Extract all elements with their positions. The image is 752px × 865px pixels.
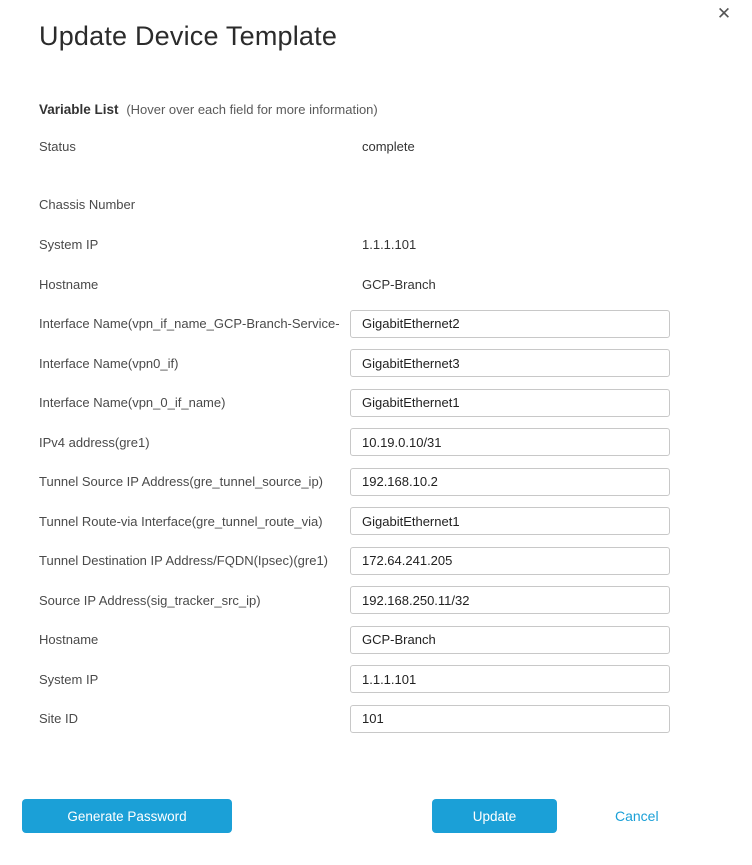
status-label: Status <box>39 138 76 154</box>
ipv4-address-gre1-label: IPv4 address(gre1) <box>39 434 150 450</box>
system-ip-input[interactable] <box>350 665 670 693</box>
row-system-ip-input <box>39 660 670 700</box>
variable-rows <box>39 126 670 739</box>
variable-list-hint: (Hover over each field for more information) <box>126 102 378 117</box>
row-spacer <box>39 166 670 184</box>
chassis-number-label: Chassis Number <box>39 196 136 212</box>
row-system-ip-static <box>39 224 670 264</box>
row-interface-name-service <box>39 304 670 344</box>
system-ip-input-label: System IP <box>39 671 99 687</box>
tunnel-source-ip-input[interactable] <box>350 468 670 496</box>
generate-password-button[interactable]: Generate Password <box>22 799 232 833</box>
system-ip-label: System IP <box>39 236 99 252</box>
dialog-title: Update Device Template <box>39 21 338 51</box>
tunnel-destination-ip-label: Tunnel Destination IP Address/FQDN(Ipsec)(gre1) <box>39 553 329 569</box>
row-interface-name-vpn0-if <box>39 344 670 384</box>
row-status <box>39 126 670 166</box>
interface-name-vpn-0-if-name-label: Interface Name(vpn_0_if_name) <box>39 395 226 411</box>
row-interface-name-vpn-0-if-name <box>39 383 670 423</box>
row-chassis-number <box>39 184 670 224</box>
tunnel-route-via-label: Tunnel Route-via Interface(gre_tunnel_route_via) <box>39 513 323 529</box>
status-value: complete <box>362 138 415 154</box>
hostname-label: Hostname <box>39 276 99 292</box>
variable-list-header <box>39 102 378 117</box>
interface-name-service-label: Interface Name(vpn_if_name_GCP-Branch-Service- <box>39 316 340 332</box>
system-ip-value: 1.1.1.101 <box>362 236 417 252</box>
tunnel-route-via-input[interactable] <box>350 507 670 535</box>
interface-name-service-input[interactable] <box>350 310 670 338</box>
row-source-ip-tracker <box>39 581 670 621</box>
interface-name-vpn-0-if-name-input[interactable] <box>350 389 670 417</box>
dialog-footer <box>0 799 752 834</box>
interface-name-vpn0-if-input[interactable] <box>350 349 670 377</box>
hostname-value: GCP-Branch <box>362 276 436 292</box>
tunnel-destination-ip-input[interactable] <box>350 547 670 575</box>
row-hostname-input <box>39 620 670 660</box>
row-tunnel-route-via <box>39 502 670 542</box>
site-id-label: Site ID <box>39 711 79 727</box>
row-tunnel-destination-ip <box>39 541 670 581</box>
site-id-input[interactable] <box>350 705 670 733</box>
row-site-id <box>39 699 670 739</box>
cancel-button[interactable]: Cancel <box>615 808 659 824</box>
source-ip-tracker-label: Source IP Address(sig_tracker_src_ip) <box>39 592 261 608</box>
tunnel-source-ip-label: Tunnel Source IP Address(gre_tunnel_source_ip) <box>39 474 324 490</box>
interface-name-vpn0-if-label: Interface Name(vpn0_if) <box>39 355 179 371</box>
variable-list-heading: Variable List <box>39 102 119 117</box>
row-tunnel-source-ip <box>39 462 670 502</box>
close-icon[interactable]: ✕ <box>716 4 732 23</box>
hostname-input-label: Hostname <box>39 632 99 648</box>
source-ip-tracker-input[interactable] <box>350 586 670 614</box>
row-ipv4-address-gre1 <box>39 423 670 463</box>
hostname-input[interactable] <box>350 626 670 654</box>
row-hostname-static <box>39 264 670 304</box>
ipv4-address-gre1-input[interactable] <box>350 428 670 456</box>
update-button[interactable]: Update <box>432 799 557 833</box>
